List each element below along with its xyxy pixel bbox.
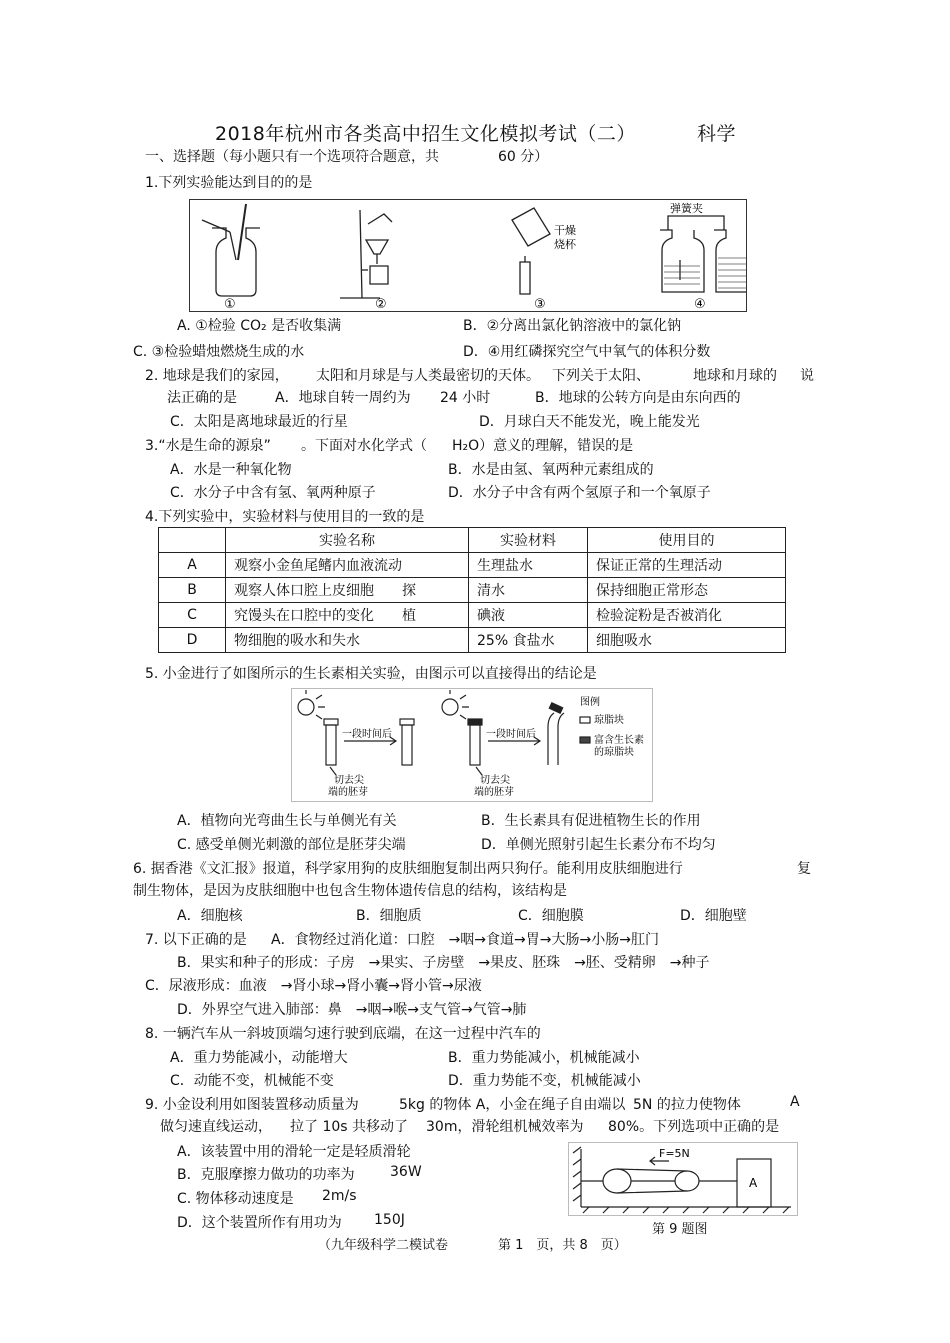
q9-stem-1a: 9. 小金设利用如图装置移动质量为	[145, 1097, 359, 1113]
table-cell: B	[159, 578, 226, 603]
sun-icon	[298, 699, 314, 715]
table-cell: 物细胞的吸水和失水	[226, 628, 469, 653]
q3-option-b: B．水是由氢、氧两种元素组成的	[448, 462, 654, 478]
q9-figure-caption: 第 9 题图	[652, 1222, 708, 1237]
table-cell: D	[159, 628, 226, 653]
q2-stem-5: 说	[800, 368, 814, 384]
q6-stem-1b: 复	[797, 861, 811, 877]
table-row	[159, 553, 786, 578]
q8-option-d: D．重力势能不变，机械能减小	[448, 1073, 641, 1089]
q2-stem-2: 太阳和月球是与人类最密切的天体。	[316, 368, 540, 384]
q9-stem-1d: A	[790, 1094, 800, 1110]
table-cell: 检验淀粉是否被消化	[588, 603, 786, 628]
table-cell: 清水	[469, 578, 588, 603]
page-title: 2018年杭州市各类高中招生文化模拟考试（二）	[215, 123, 636, 145]
q3-option-d: D．水分子中含有两个氢原子和一个氧原子	[448, 485, 711, 501]
q5-fig-caption-1a: 切去尖	[334, 775, 364, 786]
q5-figure	[291, 688, 653, 802]
q7-option-a: A．食物经过消化道：口腔 →咽→食道→胃→大肠→小肠→肛门	[271, 932, 659, 948]
q5-option-d: D．单侧光照射引起生长素分布不均匀	[481, 837, 716, 853]
q5-legend-title: 图例	[580, 697, 600, 708]
q5-legend-1: 琼脂块	[594, 715, 624, 726]
q3-option-c: C．水分子中含有氢、氧两种原子	[170, 485, 376, 501]
section-score: 60 分）	[498, 149, 549, 165]
q9-stem-2b: 拉了 10s 共移动了	[290, 1119, 409, 1135]
q8-option-c: C．动能不变，机械能不变	[170, 1073, 334, 1089]
q9-option-d: D．这个装置所作有用功为	[177, 1215, 342, 1231]
q9-figure	[568, 1142, 798, 1216]
q9-fig-force: F=5N	[659, 1147, 690, 1160]
q7-option-c: C．尿液形成：血液 →肾小球→肾小囊→肾小管→尿液	[145, 978, 482, 994]
table-header-cell: 使用目的	[588, 528, 786, 553]
q9-stem-1c: 5N 的拉力使物体	[633, 1097, 741, 1113]
q5-legend-2a: 富含生长素	[594, 735, 644, 746]
q7-option-d: D．外界空气进入肺部：鼻 →咽→喉→支气管→气管→肺	[177, 1002, 527, 1018]
q2-option-a-value: 24 小时	[440, 390, 491, 406]
q2-stem-6: 法正确的是	[167, 390, 237, 406]
q9-option-a: A．该装置中用的滑轮一定是轻质滑轮	[177, 1144, 411, 1160]
q5-option-b: B．生长素具有促进植物生长的作用	[481, 813, 701, 829]
q1-apparatus-drawing	[190, 200, 746, 311]
table-row	[159, 603, 786, 628]
q6-stem-2: 制生物体，是因为皮肤细胞中也包含生物体遗传信息的结构，该结构是	[133, 883, 567, 899]
subject-label: 科学	[697, 123, 737, 145]
table-cell: 碘液	[469, 603, 588, 628]
q5-stem: 5. 小金进行了如图所示的生长素相关实验，由图示可以直接得出的结论是	[145, 666, 597, 682]
table-cell: 细胞吸水	[588, 628, 786, 653]
q1-fig-label-1: ①	[224, 297, 236, 311]
q9-stem-2d: 80%。下列选项中正确的是	[608, 1119, 780, 1135]
q3-stem-3: H₂O）意义的理解，错误的是	[452, 438, 634, 454]
q9-option-c-value: 2m/s	[322, 1188, 357, 1204]
table-row	[159, 578, 786, 603]
q1-option-b: B．②分离出氯化钠溶液中的氯化钠	[463, 318, 682, 334]
q1-fig-label-2: ②	[375, 297, 387, 311]
q5-auxin-drawing	[292, 689, 652, 801]
q1-fig-label-4: ④	[694, 297, 706, 311]
q7-stem: 7. 以下正确的是	[145, 932, 247, 948]
q2-stem-3: 下列关于太阳、	[552, 368, 650, 384]
q9-option-d-value: 150J	[374, 1212, 405, 1228]
table-cell: 保证正常的生理活动	[588, 553, 786, 578]
q2-option-d: D．月球白天不能发光，晚上能发光	[479, 414, 700, 430]
q5-legend-2b: 的琼脂块	[594, 747, 634, 758]
section-heading: 一、选择题（每小题只有一个选项符合题意，共	[145, 149, 439, 165]
table-header-row	[159, 528, 786, 553]
q9-stem-2a: 做匀速直线运动，	[160, 1119, 272, 1135]
table-cell: 25% 食盐水	[469, 628, 588, 653]
footer-page: 第 1 页，共 8 页）	[498, 1238, 627, 1253]
q9-option-c: C. 物体移动速度是	[177, 1191, 294, 1207]
q5-fig-caption-2b: 端的胚芽	[474, 787, 514, 798]
q2-option-b: B．地球的公转方向是由东向西的	[535, 390, 741, 406]
q3-stem-1: 3.“水是生命的源泉”	[145, 438, 271, 454]
q9-stem-1b: 5kg 的物体 A，小金在绳子自由端以	[399, 1097, 626, 1113]
q8-option-b: B．重力势能减小，机械能减小	[448, 1050, 640, 1066]
q5-option-a: A．植物向光弯曲生长与单侧光有关	[177, 813, 397, 829]
q3-option-a: A．水是一种氧化物	[170, 462, 292, 478]
q4-table	[158, 527, 786, 653]
table-cell: A	[159, 553, 226, 578]
table-header-cell: 实验名称	[226, 528, 469, 553]
table-cell: 观察人体口腔上皮细胞 探	[226, 578, 469, 603]
footer-left: （九年级科学二模试卷	[318, 1238, 449, 1253]
q5-fig-caption-1b: 端的胚芽	[328, 787, 368, 798]
q9-option-b-value: 36W	[390, 1164, 422, 1180]
q5-fig-arrow-1: 一段时间后	[342, 729, 392, 740]
q1-option-d: D．④用红磷探究空气中氧气的体积分数	[463, 344, 711, 360]
q1-fig-beaker: 烧杯	[554, 238, 576, 251]
q5-fig-caption-2a: 切去尖	[480, 775, 510, 786]
table-cell: C	[159, 603, 226, 628]
q1-option-a: A. ①检验 CO₂ 是否收集满	[177, 318, 342, 334]
q5-fig-arrow-2: 一段时间后	[486, 729, 536, 740]
q8-option-a: A．重力势能减小，动能增大	[170, 1050, 348, 1066]
q1-figure	[189, 199, 747, 312]
q9-pulley-drawing	[569, 1143, 797, 1215]
q9-fig-object: A	[749, 1176, 758, 1190]
q9-option-b: B．克服摩擦力做功的功率为	[177, 1167, 355, 1183]
table-cell: 究馒头在口腔中的变化 植	[226, 603, 469, 628]
table-header-cell	[159, 528, 226, 553]
q5-option-c: C. 感受单侧光刺激的部位是胚芽尖端	[177, 837, 406, 853]
q6-option-d: D．细胞壁	[680, 908, 747, 924]
q9-stem-2c: 30m，滑轮组机械效率为	[426, 1119, 584, 1135]
table-header-cell: 实验材料	[469, 528, 588, 553]
table-cell: 观察小金鱼尾鳍内血液流动	[226, 553, 469, 578]
q1-fig-label-3: ③	[534, 297, 546, 311]
q7-option-b: B．果实和种子的形成：子房 →果实、子房壁 →果皮、胚珠 →胚、受精卵 →种子	[177, 955, 710, 971]
table-cell: 生理盐水	[469, 553, 588, 578]
q2-option-a: A．地球自转一周约为	[275, 390, 411, 406]
q1-fig-dry: 干燥	[554, 224, 576, 237]
q1-stem: 1.下列实验能达到目的的是	[145, 175, 313, 191]
q2-stem-4: 地球和月球的	[693, 368, 777, 384]
q1-option-c: C. ③检验蜡烛燃烧生成的水	[133, 344, 305, 360]
q3-stem-2: 。下面对水化学式（	[301, 438, 427, 454]
q6-option-c: C．细胞膜	[518, 908, 584, 924]
q6-option-b: B．细胞质	[356, 908, 422, 924]
q2-stem-1: 2. 地球是我们的家园，	[145, 368, 289, 384]
q2-option-c: C．太阳是离地球最近的行星	[170, 414, 348, 430]
q6-option-a: A．细胞核	[177, 908, 243, 924]
q8-stem: 8. 一辆汽车从一斜坡顶端匀速行驶到底端，在这一过程中汽车的	[145, 1026, 541, 1042]
table-cell: 保持细胞正常形态	[588, 578, 786, 603]
sun-icon	[442, 699, 458, 715]
table-row	[159, 628, 786, 653]
q4-stem: 4.下列实验中，实验材料与使用目的一致的是	[145, 509, 425, 525]
q1-fig-clip: 弹簧夹	[670, 202, 703, 215]
q6-stem-1: 6. 据香港《文汇报》报道，科学家用狗的皮肤细胞复制出两只狗仔。能利用皮肤细胞进行	[133, 861, 683, 877]
